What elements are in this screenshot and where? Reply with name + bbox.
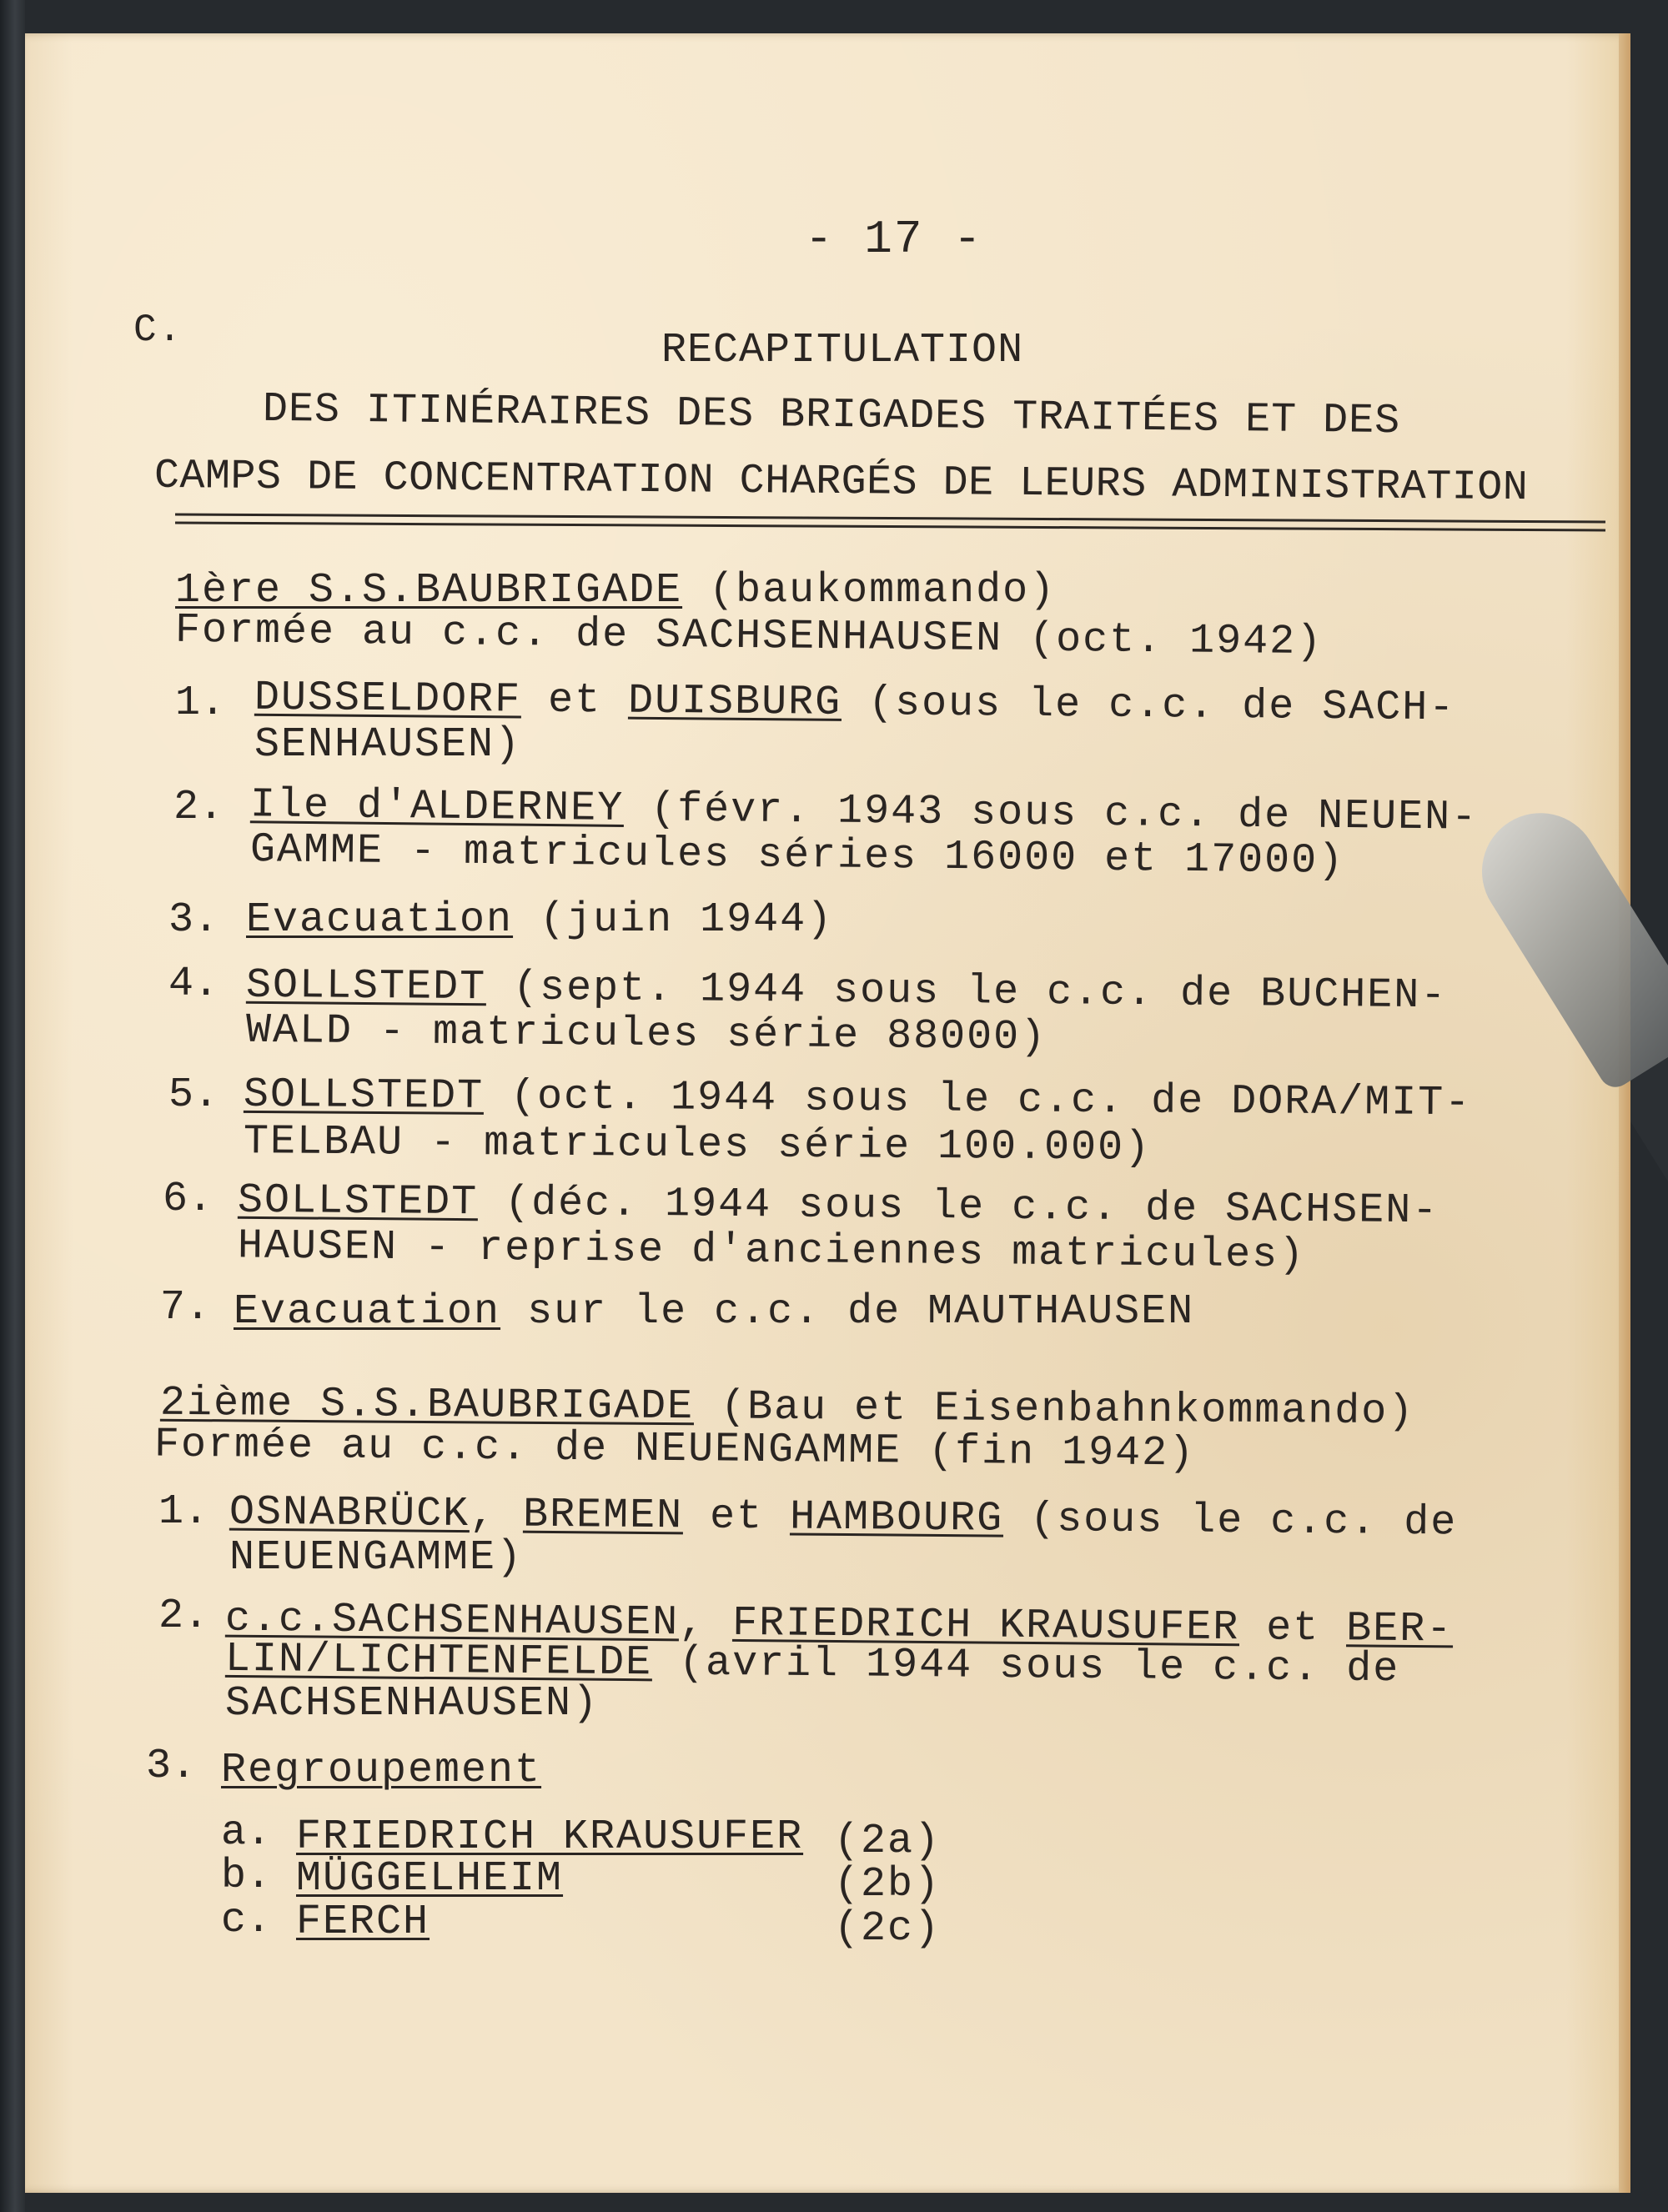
brigade1-type: (baukommando): [709, 567, 1057, 614]
brigade1-formed: Formée au c.c. de SACHSENHAUSEN (oct. 1942): [174, 606, 1324, 667]
brigade1-heading: [175, 567, 1056, 614]
brigade1-item-6-line2: HAUSEN - reprise d'anciennes matricules): [237, 1222, 1306, 1280]
place-name: SOLLSTEDT: [243, 1071, 485, 1121]
title-line-1: RECAPITULATION: [661, 327, 1024, 374]
title-underline-2: [175, 522, 1605, 532]
title-underline: [175, 514, 1605, 524]
subitem-name: FERCH: [296, 1899, 430, 1946]
place-name: Evacuation: [246, 896, 514, 944]
page-edge: [1619, 33, 1630, 2193]
brigade1-item-7: [234, 1288, 1194, 1336]
brigade2-type: (Bau et Eisenbahnkommando): [720, 1383, 1415, 1437]
place-name: LIN/LICHTENFELDE: [224, 1635, 653, 1688]
brigade1-item-number: 2.: [173, 784, 224, 831]
item-text: (juin 1944): [513, 896, 834, 944]
place-name: FRIEDRICH KRAUSUFER: [731, 1599, 1240, 1653]
place-name: SOLLSTEDT: [237, 1176, 479, 1227]
place-name: BER-: [1345, 1605, 1454, 1654]
brigade2-item-3: Regroupement: [221, 1747, 542, 1794]
brigade1-item-1-line2: SENHAUSEN): [254, 721, 522, 769]
place-name: c.c.SACHSENHAUSEN: [224, 1595, 680, 1648]
item-text: et: [682, 1492, 791, 1542]
brigade2-item-1-line2: NEUENGAMME): [229, 1534, 524, 1582]
subitem-ref: (2b): [834, 1861, 942, 1909]
subitem-ref: (2c): [834, 1905, 942, 1953]
item-text: ,: [678, 1599, 733, 1648]
brigade1-item-4-line2: WALD - matricules série 88000): [245, 1006, 1048, 1062]
title-line-2: DES ITINÉRAIRES DES BRIGADES TRAITÉES ET DES: [262, 385, 1401, 446]
brigade2-item-number: 1.: [158, 1488, 209, 1536]
place-name: Evacuation: [234, 1288, 501, 1336]
item-text: (févr. 1943 sous c.c. de NEUEN-: [623, 785, 1479, 842]
brigade1-name: 1ère S.S.BAUBRIGADE: [175, 567, 683, 614]
place-name: BREMEN: [522, 1491, 684, 1541]
place-name: SOLLSTEDT: [245, 961, 487, 1012]
page-number: - 17 -: [805, 213, 983, 266]
title-line-3: CAMPS DE CONCENTRATION CHARGÉS DE LEURS ADMINISTRATION: [153, 452, 1529, 513]
subitem-ref: (2a): [834, 1818, 942, 1865]
place-name: Ile d'ALDERNEY: [249, 781, 625, 833]
brigade2-item-number: 2.: [158, 1593, 209, 1640]
item-text: (oct. 1944 sous le c.c. de DORA/MIT-: [483, 1072, 1472, 1128]
item-text: et: [520, 676, 629, 725]
brigade1-item-number: 5.: [168, 1071, 219, 1119]
brigade1-item-number: 6.: [163, 1176, 214, 1223]
subitem-letter: b.: [221, 1853, 272, 1900]
item-text: sur le c.c. de MAUTHAUSEN: [500, 1288, 1195, 1336]
brigade1-item-number: 7.: [160, 1284, 211, 1332]
item-text: et: [1238, 1604, 1347, 1653]
place-name: HAMBOURG: [789, 1493, 1004, 1543]
brigade2-name: 2ième S.S.BAUBRIGADE: [159, 1379, 695, 1432]
item-text: (sous le c.c. de SACH-: [841, 679, 1456, 733]
item-text: (déc. 1944 sous le c.c. de SACHSEN-: [477, 1179, 1439, 1236]
subitem-letter: c.: [221, 1897, 272, 1944]
brigade2-item-2-line3: SACHSENHAUSEN): [225, 1680, 600, 1728]
section-letter: C.: [133, 308, 183, 352]
subitem-name: MÜGGELHEIM: [296, 1855, 564, 1903]
document-page: [25, 33, 1630, 2193]
place-name: DUSSELDORF: [254, 674, 522, 725]
brigade1-item-number: 1.: [175, 680, 226, 727]
brigade2-item-number: 3.: [146, 1743, 197, 1790]
brigade2-formed: Formée au c.c. de NEUENGAMME (fin 1942): [153, 1421, 1196, 1478]
place-name: DUISBURG: [627, 677, 842, 727]
brigade1-item-number: 3.: [168, 896, 219, 944]
brigade1-item-5-line2: TELBAU - matricules série 100.000): [243, 1118, 1152, 1172]
place-name: OSNABRÜCK: [229, 1488, 470, 1539]
item-text: ,: [469, 1491, 524, 1539]
item-text: (avril 1944 sous le c.c. de: [651, 1639, 1400, 1694]
item-text: (sous le c.c. de: [1002, 1495, 1458, 1547]
item-text: (sept. 1944 sous le c.c. de BUCHEN-: [485, 964, 1448, 1021]
subitem-name: FRIEDRICH KRAUSUFER: [296, 1813, 804, 1861]
book-binding: [0, 0, 25, 2212]
brigade1-item-2-line2: GAMME - matricules séries 16000 et 17000): [249, 826, 1345, 885]
brigade1-item-3: [246, 896, 833, 944]
brigade1-item-number: 4.: [168, 961, 219, 1008]
subitem-letter: a.: [221, 1809, 272, 1857]
